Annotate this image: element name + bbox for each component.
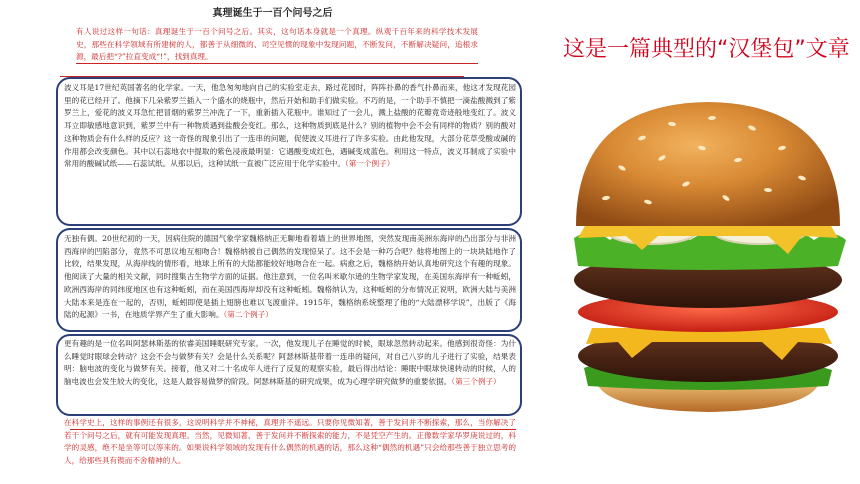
example-paragraph-1: [64, 82, 516, 222]
example-tag-3: （第三个例子）: [451, 377, 501, 387]
example-text-1: 波义耳是17世纪英国著名的化学家。一天，他急匆匆地向自己的实验室走去，路过花园时，阵阵扑鼻的香气扑鼻而来，他这才发现花园里的花已经开了。他摘下几朵紫罗兰插入一个盛水的烧瓶中，然后开始和助手们做实验。不巧的是，一个助手不慎把一滴盐酸溅到了紫罗兰上，爱花的波义耳急忙把冒烟的紫罗兰冲洗了一下，重新插入花瓶中。谁知过了一会儿，溅上盐酸的花瓣竟奇迹般地变红了。波义耳立即敏感地意识到，紫罗兰中有一种物质遇到盐酸会变红。那么，这种物质到底是什么？别的植物中会不会有同样的物质？别的酸对这种物质会有什么样的反应？这一奇怪的现象引出了一连串的问题，促使波义耳进行了许多实验。由此他发现，大部分花草受酸或碱的作用都会改变颜色。其中以石蕊地衣中提取的紫色浸液最明显：它遇酸变成红色，遇碱变成蓝色。利用这一特点，波义耳制成了实验中常用的酸碱试纸——石蕊试纸。从那以后，这种试纸一直被广泛应用于化学实验中。: [64, 83, 516, 169]
document-title: 真理诞生于一百个问号之后: [212, 8, 333, 19]
example-paragraph-3: [64, 338, 516, 414]
example-tag-1: （第一个例子）: [344, 159, 395, 169]
example-text-3: 更有趣的是一位名叫阿瑟林斯基的依睿美国睡眠研究专家。一次，他发现儿子在睡觉的时候，眼球忽然转动起来。他感到很奇怪：为什么睡觉时眼球会转动？这会不会与做梦有关？会是什么关系呢？阿瑟林斯基带着一连串的疑问，对自己八岁的儿子进行了实验，结果表明：脑电波的变化与做梦有关。接着，他又对二十名成年人进行了反复的观察实验，最后得出结论：睡眠中眼球快速转动的时候，人的脑电波也会发生较大的变化，这是人最容易做梦的阶段。阿瑟林斯基的研究成果，成为心理学研究做梦的重要依据。: [64, 339, 516, 387]
hamburger-image: [562, 98, 854, 420]
example-text-2: 无独有偶。20世纪初的一天，因病住院的德国气象学家魏格纳正无聊地看着墙上的世界地图，突然发现南美洲东海岸的凸出部分与非洲西海岸的凹陷部分，竟然不可思议地互相吻合！魏格纳被自己偶然的发现惊呆了。这不会是一种巧合吧？他将地图上的一块块陆地作了比较，结果发现，从海岸线的情形看，地球上所有的大陆都能较好地吻合在一起。病愈之后，魏格纳开始认真地研究这个有趣的现象。他阅读了大量的相关文献，同时搜集古生物学方面的证据。他注意到，一位名叫米歇尔逊的生物学家发现，在美国东海岸有一种蚯蚓，欧洲西海岸的同纬度地区也有这种蚯蚓，而在美国西海岸却没有这种蚯蚓。魏格纳认为，这种蚯蚓的分布情况正说明，欧洲大陆与美洲大陆本来是连在一起的，否则，蚯蚓即使是插上翅膀也难以飞渡重洋。1915年，魏格纳系统整理了他的“大陆漂移学说”，出版了《海陆的起源》一书，在地质学界产生了重大影响。: [64, 234, 516, 320]
conclusion-paragraph: 在科学史上，这样的事例还有很多，这说明科学并不神秘，真理并不遥远。只要你见微知著，善于发问并不断探索，那么，当你解决了若干个问号之后，就有可能发现真理。当然，见微知著、善于发问并不断探索的能力，不是凭空产生的。正像数学家华罗庚说过的，科学的灵感，绝不是坐等可以等来的。如果说科学领域的发现有什么偶然的机遇的话，那么这种“偶然的机遇”只会给那些善于独立思考的人，给那些具有锲而不舍精神的人。: [64, 418, 516, 466]
intro-underline: [76, 63, 478, 64]
caption-text: 这是一篇典型的“汉堡包”文章: [563, 37, 850, 62]
intro-underline: [60, 76, 464, 77]
conclusion-underline: [70, 429, 516, 430]
example-paragraph-2: [64, 233, 516, 329]
intro-paragraph: 有人说过这样一句话：真理诞生于一百个问号之后。其实，这句话本身就是一个真理。纵观千百年来的科学技术发展史，那些在科学领域有所建树的人，都善于从细微的、司空见惯的现象中发现问题，不断发问，不断解决疑问，追根求源，最后把“?”拉直变成“!”，找到真理。: [76, 27, 478, 62]
example-tag-2: （第二个例子）: [223, 310, 273, 320]
